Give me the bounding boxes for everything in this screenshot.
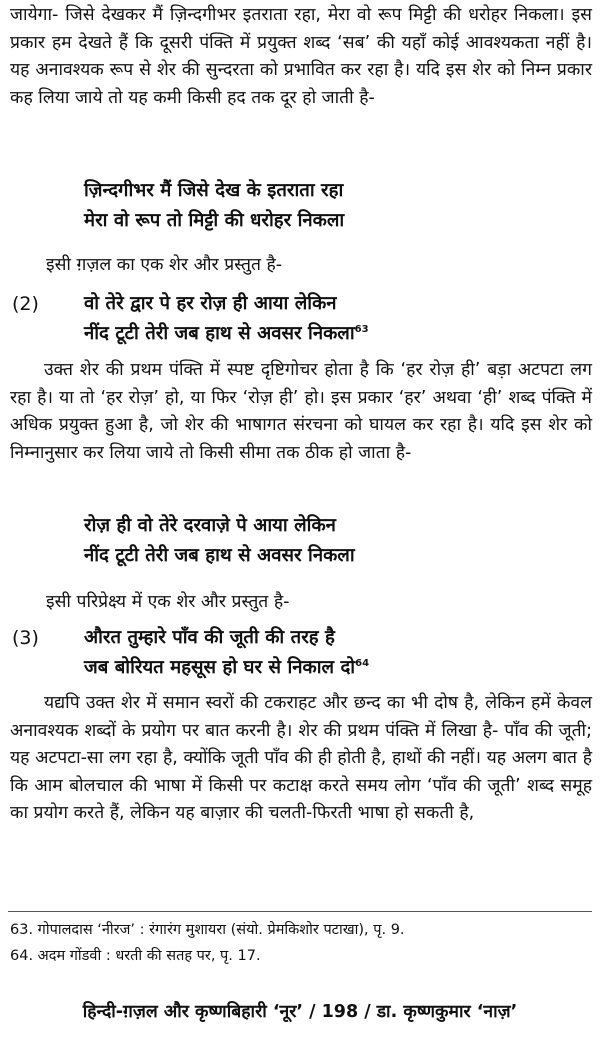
paragraph-1: जायेगा- जिसे देखकर मैं ज़िन्दगीभर इतराता रहा, मेरा वो रूप मिट्टी की धरोहर निकला। इस प्रकार हम देखते हैं कि दूसरी पंक्ति में प्रयुक्त शब्द ‘सब’ की यहाँ कोई आवश्यकता नहीं है। यह अनावश्यक रूप से शेर की सुन्दरता को प्रभावित कर रहा है। यदि इस शेर को निम्न प्रकार कह लिया जाये तो यह कमी किसी हद तक दूर हो जाती है- bbox=[10, 5, 592, 108]
couplet-3 bbox=[84, 511, 594, 571]
couplet-4-line-2-text: जब बोरियत महसूस हो घर से निकाल दो bbox=[84, 657, 356, 678]
couplet-2-line-2-text: नींद टूटी तेरी जब हाथ से अवसर निकला bbox=[84, 323, 355, 344]
couplet-4-line-2 bbox=[84, 653, 594, 683]
footnote-ref-64: 64 bbox=[355, 658, 370, 669]
couplet-1-line-1: ज़िन्दगीभर मैं जिसे देख के इतराता रहा bbox=[84, 180, 344, 201]
intro-1: इसी ग़ज़ल का एक शेर और प्रस्तुत है- bbox=[46, 255, 283, 275]
couplet-2-line-1: वो तेरे द्वार पे हर रोज़ ही आया लेकिन bbox=[84, 293, 337, 314]
paragraph-2: उक्त शेर की प्रथम पंक्ति में स्पष्ट दृष्टिगोचर होता है कि ‘हर रोज़ ही’ बड़ा अटपटा लग रहा है। या तो ‘हर रोज़’ हो, या फिर ‘रोज़ ही’ हो। इस प्रकार ‘हर’ अथवा ‘ही’ शब्द पंक्ति में अधिक प्रयुक्त हुआ है, जो शेर की भाषागत संरचना को घायल कर रहा है। यदि इस शेर को निम्नानुसार कर लिया जाये तो किसी सीमा तक ठीक हो जाता है- bbox=[10, 360, 592, 463]
footnote-divider bbox=[8, 911, 592, 912]
couplet-4-line-1: औरत तुम्हारे पाँव की जूती की तरह है bbox=[84, 627, 335, 648]
footnote-64: 64. अदम गोंडवी : धरती की सतह पर, पृ. 17. bbox=[10, 948, 261, 964]
couplet-3-line-1: रोज़ ही वो तेरे दरवाज़े पे आया लेकिन bbox=[84, 515, 336, 536]
couplet-1-line-2: मेरा वो रूप तो मिट्टी की धरोहर निकला bbox=[84, 210, 345, 231]
running-footer: हिन्दी-ग़ज़ल और कृष्णबिहारी ‘नूर’ / 198 / डा. कृष्णकुमार ‘नाज़’ bbox=[82, 1002, 518, 1022]
couplet-1 bbox=[84, 176, 594, 236]
footnote-63: 63. गोपालदास ‘नीरज’ : रंगारंग मुशायरा (संयो. प्रेमकिशोर पटाखा), पृ. 9. bbox=[10, 922, 405, 938]
couplet-2-number: (2) bbox=[12, 293, 39, 315]
couplet-2-line-2 bbox=[84, 319, 594, 349]
paragraph-3: यद्यपि उक्त शेर में समान स्वरों की टकराहट और छन्द का भी दोष है, लेकिन हमें केवल अनावश्यक शब्दों के प्रयोग पर बात करनी है। शेर की प्रथम पंक्ति में लिखा है- पाँव की जूती; यह अटपटा-सा लग रहा है, क्योंकि जूती पाँव की ही होती है, हाथों की नहीं। यह अलग बात है कि आम बोलचाल की भाषा में किसी पर कटाक्ष करते समय लोग ‘पाँव की जूती’ शब्द समूह का प्रयोग करते हैं, लेकिन यह बाज़ार की चलती-फिरती भाषा हो सकती है, bbox=[10, 693, 592, 824]
couplet-2 bbox=[84, 289, 594, 349]
couplet-4-number: (3) bbox=[12, 627, 39, 649]
couplet-4 bbox=[84, 623, 594, 683]
footnote-ref-63: 63 bbox=[354, 324, 369, 335]
intro-2: इसी परिप्रेक्ष्य में एक शेर और प्रस्तुत है- bbox=[46, 592, 290, 612]
couplet-3-line-2: नींद टूटी तेरी जब हाथ से अवसर निकला bbox=[84, 545, 355, 566]
